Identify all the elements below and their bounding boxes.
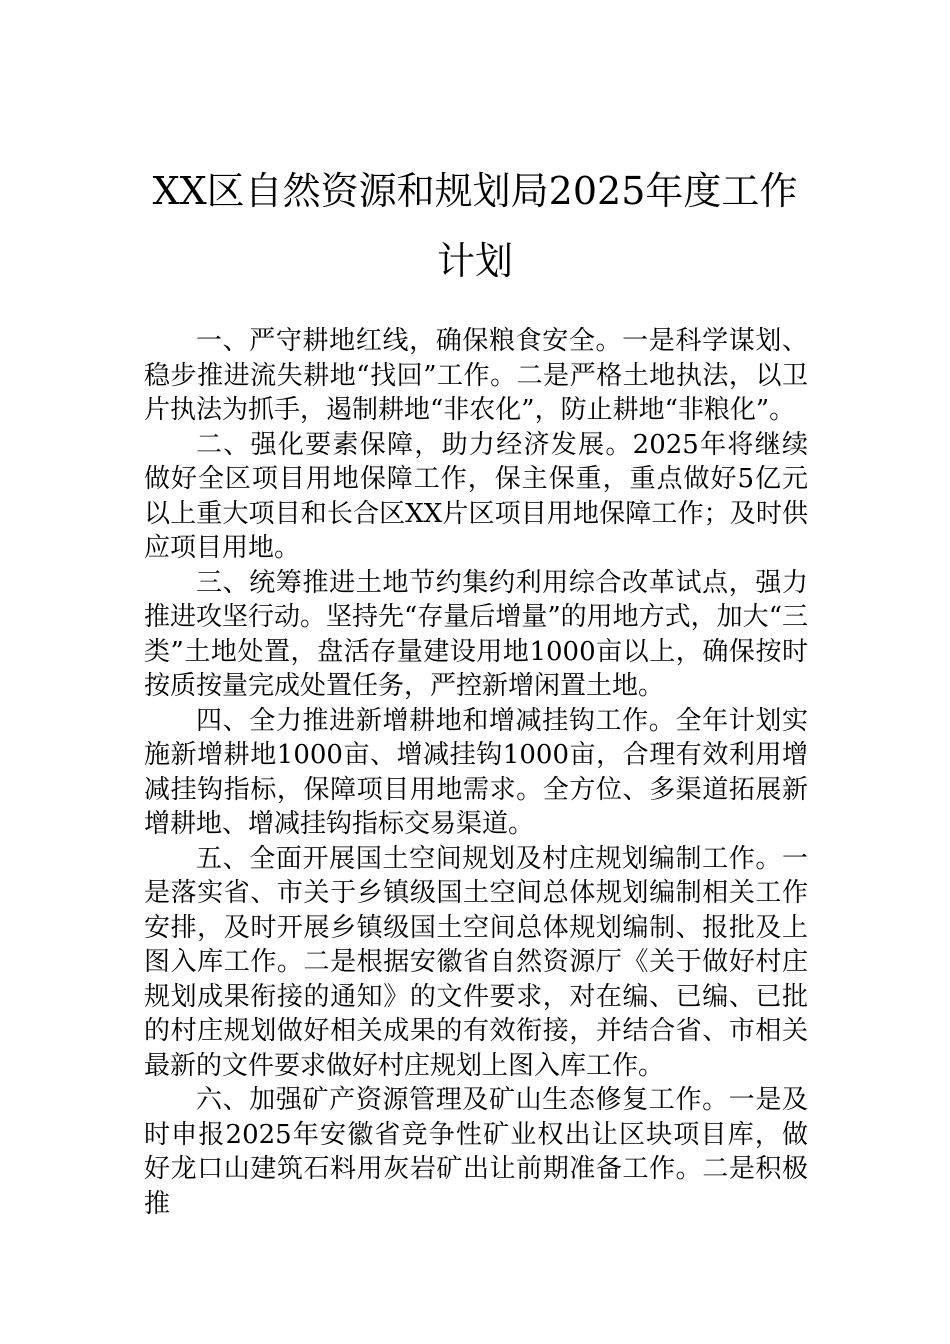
paragraph-6: 六、加强矿产资源管理及矿山生态修复工作。一是及时申报2025年安徽省竞争性矿业权出让区块项目库，做好龙口山建筑石料用灰岩矿出让前期准备工作。二是积极推: [144, 1085, 808, 1219]
paragraph-5: 五、全面开展国土空间规划及村庄规划编制工作。一是落实省、市关于乡镇级国土空间总体规划编制相关工作安排，及时开展乡镇级国土空间总体规划编制、报批及上图入库工作。二是根据安徽省自然资源厅《关于做好村庄规划成果衔接的通知》的文件要求，对在编、已编、已批的村庄规划做好相关成果的有效衔接，并结合省、市相关最新的文件要求做好村庄规划上图入库工作。: [144, 843, 808, 1081]
paragraph-3: 三、统筹推进土地节约集约利用综合改革试点，强力推进攻坚行动。坚持先“存量后增量”的用地方式，加大“三类”土地处置，盘活存量建设用地1000亩以上，确保按时按质按量完成处置任务，严控新增闲置土地。: [144, 567, 808, 701]
paragraph-1: 一、严守耕地红线，确保粮食安全。一是科学谋划、稳步推进流失耕地“找回”工作。二是严格土地执法，以卫片执法为抓手，遏制耕地“非农化”，防止耕地“非粮化”。: [144, 326, 808, 425]
document-title: XX区自然资源和规划局2025年度工作计划: [152, 169, 798, 283]
document-body: [144, 324, 808, 1221]
paragraph-2: 二、强化要素保障，助力经济发展。2025年将继续做好全区项目用地保障工作，保主保重，重点做好5亿元以上重大项目和长合区XX片区项目用地保障工作；及时供应项目用地。: [144, 429, 808, 563]
paragraph-4: 四、全力推进新增耕地和增减挂钩工作。全年计划实施新增耕地1000亩、增减挂钩1000亩，合理有效利用增减挂钩指标，保障项目用地需求。全方位、多渠道拓展新增耕地、增减挂钩指标交易渠道。: [144, 705, 808, 839]
